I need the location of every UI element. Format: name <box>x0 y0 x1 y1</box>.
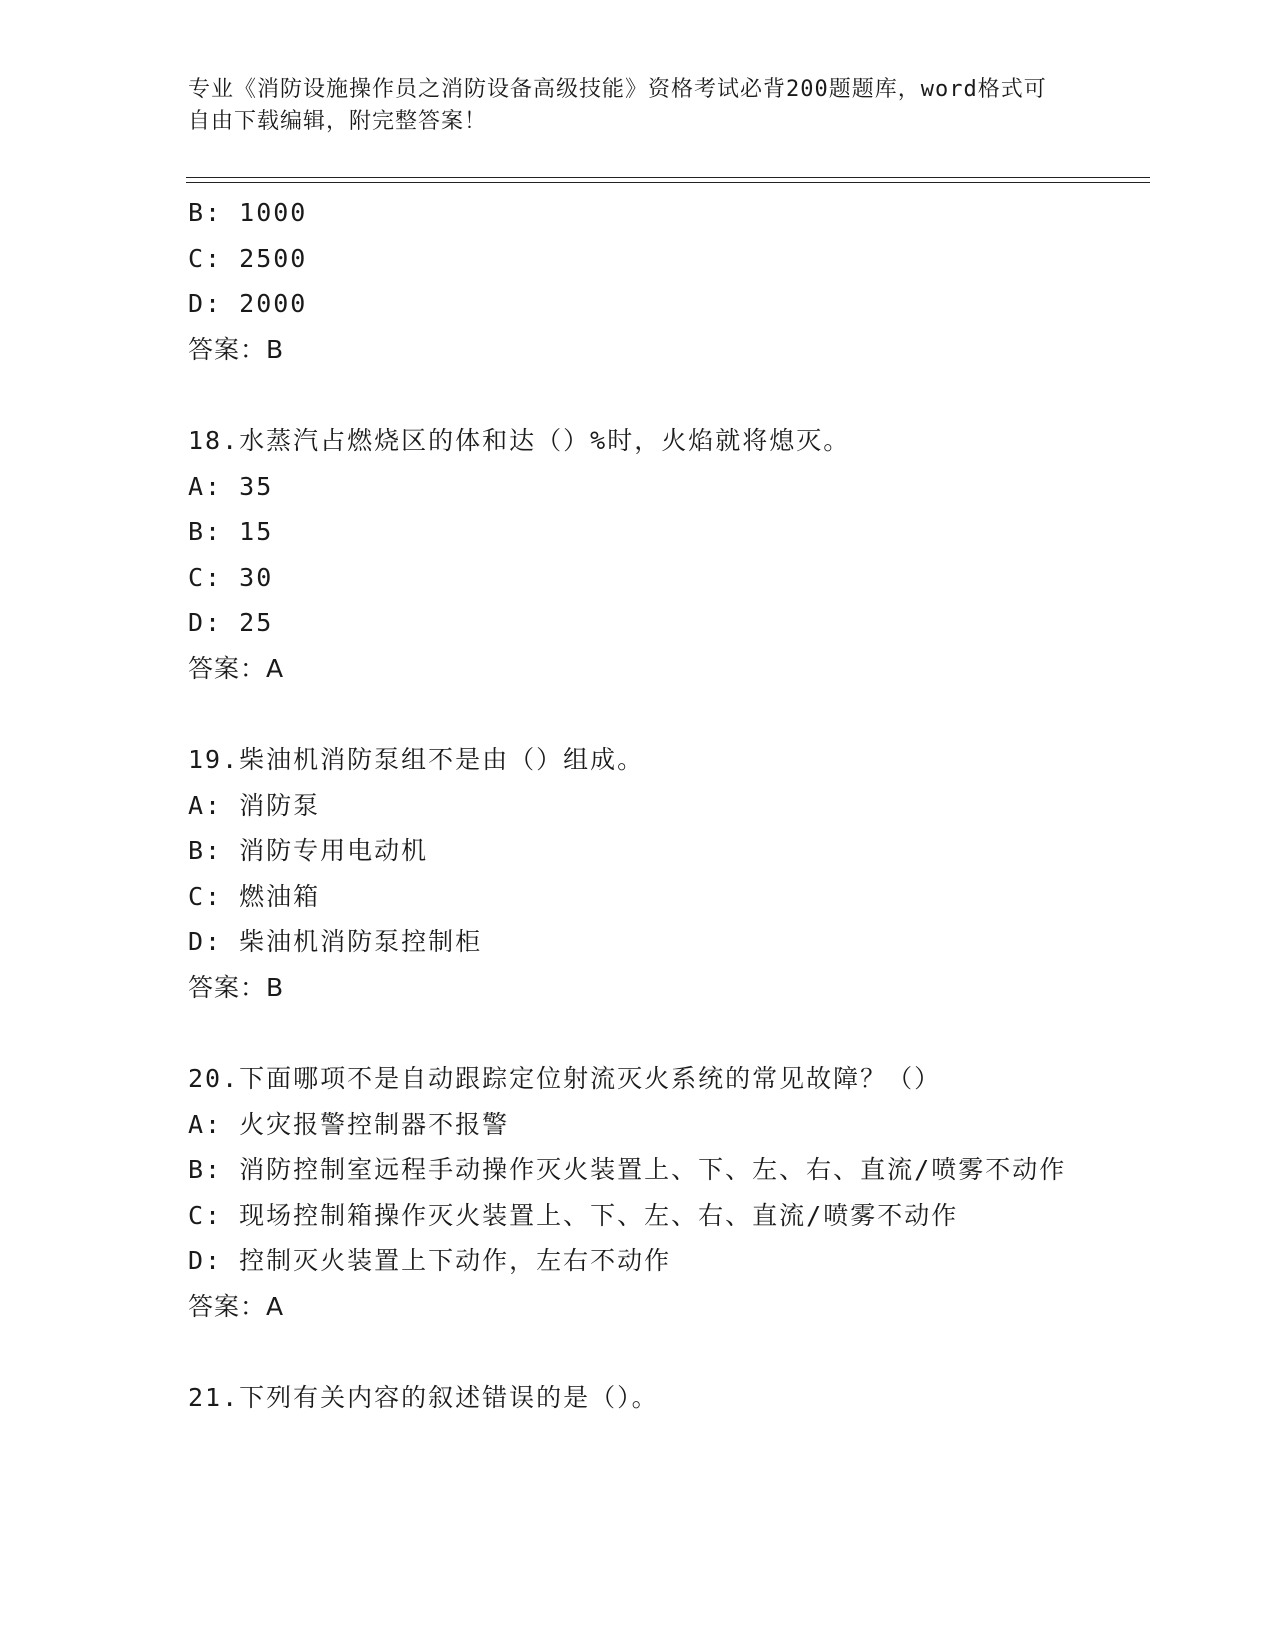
spacer <box>188 372 1068 418</box>
answer-line: 答案：B <box>188 972 285 1002</box>
option-b: B: 15 <box>188 517 274 546</box>
answer-line: 答案：A <box>188 1291 285 1321</box>
option-c: C: 2500 <box>188 243 308 273</box>
option-d: D: 控制灭火装置上下动作，左右不动作 <box>188 1246 672 1275</box>
question-17-continued <box>188 190 1068 372</box>
option-b: B: 消防专用电动机 <box>188 836 429 865</box>
question-stem: 18.水蒸汽占燃烧区的体和达（）%时，火焰就将熄灭。 <box>188 426 851 455</box>
option-b: B: 消防控制室远程手动操作灭火装置上、下、左、右、直流/喷雾不动作 <box>188 1155 1067 1184</box>
question-20 <box>188 1056 1068 1329</box>
answer-line: 答案：B <box>188 334 285 364</box>
option-b: B: 1000 <box>188 198 308 227</box>
question-18 <box>188 418 1068 691</box>
spacer <box>188 1010 1068 1056</box>
option-c: C: 现场控制箱操作灭火装置上、下、左、右、直流/喷雾不动作 <box>188 1200 959 1230</box>
spacer <box>188 1329 1068 1375</box>
option-a: A: 消防泵 <box>188 790 321 820</box>
question-21 <box>188 1375 1068 1421</box>
question-stem: 21.下列有关内容的叙述错误的是（）。 <box>188 1383 659 1412</box>
option-d: D: 2000 <box>188 289 308 318</box>
header-divider <box>186 177 1150 183</box>
question-stem: 20.下面哪项不是自动跟踪定位射流灭火系统的常见故障？（） <box>188 1064 942 1093</box>
option-d: D: 柴油机消防泵控制柜 <box>188 927 483 956</box>
option-c: C: 30 <box>188 562 274 592</box>
question-19 <box>188 737 1068 1010</box>
option-c: C: 燃油箱 <box>188 881 321 911</box>
question-stem: 19.柴油机消防泵组不是由（）组成。 <box>188 745 645 774</box>
option-a: A: 35 <box>188 471 274 501</box>
answer-line: 答案：A <box>188 653 285 683</box>
header-intro-text: 专业《消防设施操作员之消防设备高级技能》资格考试必背200题题库，word格式可自由下载编辑，附完整答案！ <box>188 77 1047 134</box>
document-header <box>188 74 1068 138</box>
option-a: A: 火灾报警控制器不报警 <box>188 1109 510 1139</box>
option-d: D: 25 <box>188 608 274 637</box>
question-list <box>188 190 1068 1421</box>
spacer <box>188 691 1068 737</box>
